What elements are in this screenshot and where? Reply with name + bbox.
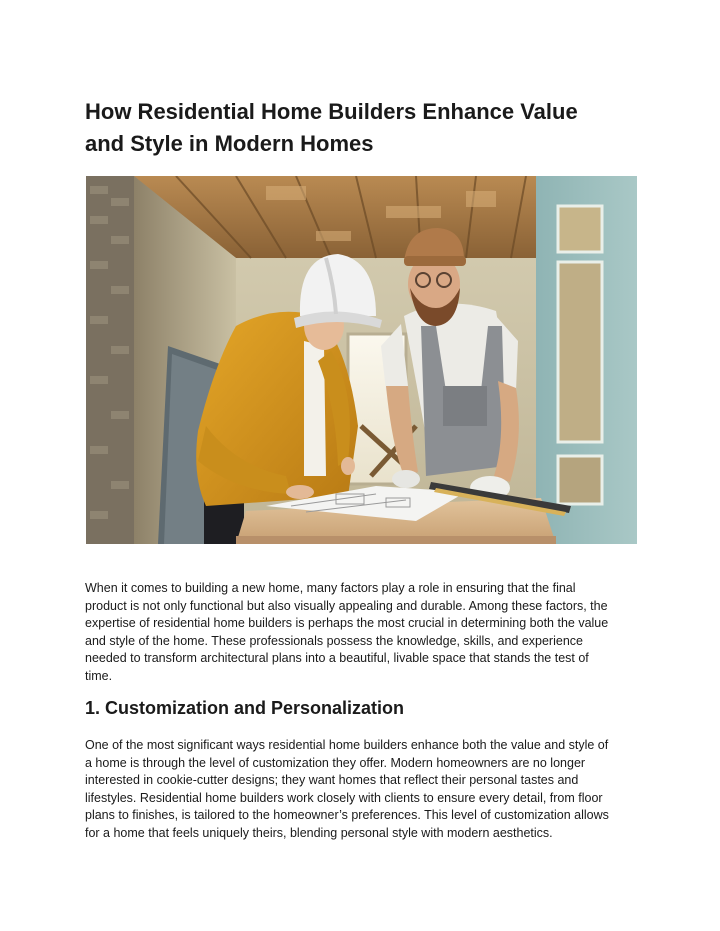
- text-line: expertise of residential home builders is perhaps the most crucial in determining both the value: [85, 616, 609, 631]
- section-paragraph-customization: [85, 737, 645, 843]
- text-line: a home is through the level of customization they offer. Modern homeowners are no longer: [85, 755, 586, 770]
- article-title-line: and Style in Modern Homes: [85, 131, 374, 156]
- text-line: One of the most significant ways residential home builders enhance both the value and style of: [85, 738, 609, 752]
- hero-photo-illustration: [86, 176, 637, 544]
- text-line: time.: [85, 668, 113, 683]
- article-title: [85, 96, 645, 160]
- article-title-line: How Residential Home Builders Enhance Value: [85, 99, 578, 124]
- intro-paragraph: [85, 580, 645, 686]
- text-line: product is not only functional but also visually appealing and durable. Among these factors, the: [85, 598, 608, 613]
- hero-photo-builders: [86, 176, 637, 544]
- text-line: When it comes to building a new home, many factors play a role in ensuring that the final: [85, 581, 576, 595]
- text-line: for a home that feels uniquely theirs, blending personal style with modern aesthetics.: [85, 825, 553, 840]
- text-line: and style of the home. These professionals possess the knowledge, skills, and experience: [85, 633, 583, 648]
- section-heading-customization: 1. Customization and Personalization: [85, 698, 405, 718]
- text-line: plans to finishes, is tailored to the homeowner’s preferences. This level of customization allows: [85, 808, 609, 823]
- text-line: lifestyles. Residential home builders work closely with clients to ensure every detail, from floor: [85, 790, 603, 805]
- text-line: needed to transform architectural plans into a beautiful, livable space that stands the test of: [85, 651, 589, 666]
- text-line: interested in cookie-cutter designs; they want homes that reflect their personal tastes and: [85, 773, 579, 788]
